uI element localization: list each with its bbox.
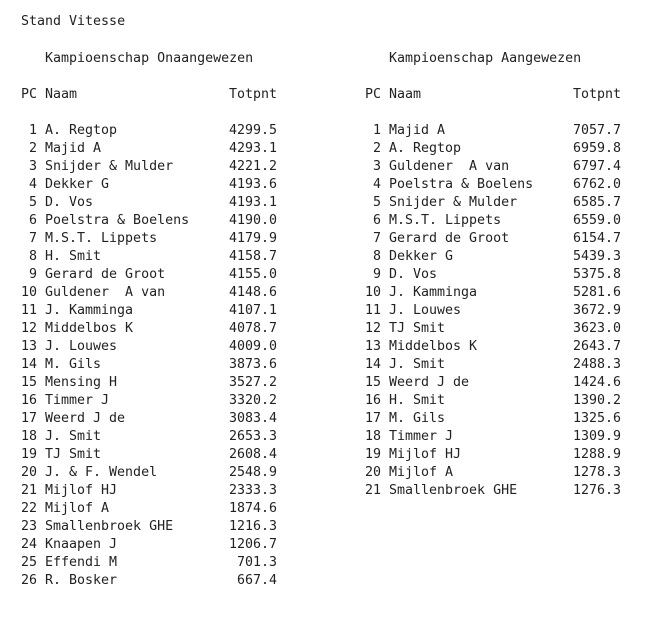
row-position: 9 — [372, 267, 381, 282]
row-name: Effendi M — [45, 555, 118, 570]
row-total: 2608.4 — [228, 447, 277, 462]
row-position: 3 — [28, 159, 37, 174]
row-name: M. Gils — [389, 411, 446, 426]
row-total: 3320.2 — [228, 393, 277, 408]
row-name: J. Kamminga — [389, 285, 478, 300]
row-name: Dekker G — [389, 249, 454, 264]
row-name: Timmer J — [389, 429, 454, 444]
row-name: A. Regtop — [389, 141, 462, 156]
row-name: R. Bosker — [45, 573, 118, 588]
row-name: Weerd J de — [389, 375, 470, 390]
row-name: Knaapen J — [45, 537, 118, 552]
row-name: Mijlof HJ — [389, 447, 462, 462]
row-position: 15 — [364, 375, 381, 390]
row-name: Gerard de Groot — [389, 231, 510, 246]
row-name: J. Smit — [389, 357, 446, 372]
row-name: Gerard de Groot — [45, 267, 166, 282]
row-total: 1325.6 — [572, 411, 621, 426]
row-name: D. Vos — [45, 195, 94, 210]
row-total: 3527.2 — [228, 375, 277, 390]
row-total: 1206.7 — [228, 537, 277, 552]
left-col-total: Totpnt — [229, 87, 278, 102]
page-title: Stand Vitesse — [21, 14, 126, 29]
row-name: J. Smit — [45, 429, 102, 444]
row-total: 2548.9 — [228, 465, 277, 480]
row-name: J. Louwes — [389, 303, 462, 318]
row-total: 4078.7 — [228, 321, 277, 336]
row-name: Smallenbroek GHE — [389, 483, 518, 498]
row-total: 2653.3 — [228, 429, 277, 444]
row-name: Majid A — [45, 141, 102, 156]
row-total: 4107.1 — [228, 303, 277, 318]
row-total: 6797.4 — [572, 159, 621, 174]
row-position: 7 — [372, 231, 381, 246]
row-total: 667.4 — [236, 573, 277, 588]
row-total: 4299.5 — [228, 123, 277, 138]
row-name: H. Smit — [45, 249, 102, 264]
row-position: 6 — [28, 213, 37, 228]
row-total: 2333.3 — [228, 483, 277, 498]
row-total: 6154.7 — [572, 231, 621, 246]
row-name: Poelstra & Boelens — [45, 213, 190, 228]
row-position: 20 — [364, 465, 381, 480]
row-total: 6959.8 — [572, 141, 621, 156]
row-position: 8 — [372, 249, 381, 264]
row-total: 6585.7 — [572, 195, 621, 210]
row-name: J. Louwes — [45, 339, 118, 354]
row-total: 4193.1 — [228, 195, 277, 210]
row-position: 16 — [20, 393, 37, 408]
row-total: 4155.0 — [228, 267, 277, 282]
row-name: Smallenbroek GHE — [45, 519, 174, 534]
row-name: Guldener A van — [389, 159, 510, 174]
row-position: 14 — [364, 357, 381, 372]
row-total: 1424.6 — [572, 375, 621, 390]
row-position: 5 — [372, 195, 381, 210]
row-position: 2 — [372, 141, 381, 156]
right-col-pc: PC — [365, 87, 382, 102]
row-name: Mijlof HJ — [45, 483, 118, 498]
row-name: Mensing H — [45, 375, 118, 390]
row-total: 4190.0 — [228, 213, 277, 228]
row-position: 17 — [20, 411, 37, 426]
row-name: Snijder & Mulder — [45, 159, 174, 174]
row-total: 1874.6 — [228, 501, 277, 516]
row-position: 4 — [28, 177, 37, 192]
row-name: Middelbos K — [389, 339, 478, 354]
row-name: D. Vos — [389, 267, 438, 282]
row-position: 20 — [20, 465, 37, 480]
row-position: 15 — [20, 375, 37, 390]
row-position: 25 — [20, 555, 37, 570]
row-name: M.S.T. Lippets — [389, 213, 502, 228]
row-name: M. Gils — [45, 357, 102, 372]
row-name: Middelbos K — [45, 321, 134, 336]
row-name: A. Regtop — [45, 123, 118, 138]
row-position: 1 — [372, 123, 381, 138]
row-name: Majid A — [389, 123, 446, 138]
row-total: 701.3 — [236, 555, 277, 570]
row-position: 17 — [364, 411, 381, 426]
row-name: Guldener A van — [45, 285, 166, 300]
row-total: 4148.6 — [228, 285, 277, 300]
row-total: 4158.7 — [228, 249, 277, 264]
row-name: Poelstra & Boelens — [389, 177, 534, 192]
row-name: Dekker G — [45, 177, 110, 192]
row-position: 13 — [20, 339, 37, 354]
left-heading: Kampioenschap Onaangewezen — [45, 51, 254, 66]
row-total: 1216.3 — [228, 519, 277, 534]
row-total: 1390.2 — [572, 393, 621, 408]
row-position: 11 — [364, 303, 381, 318]
row-name: TJ Smit — [45, 447, 102, 462]
row-total: 4193.6 — [228, 177, 277, 192]
right-col-total: Totpnt — [573, 87, 622, 102]
row-position: 19 — [364, 447, 381, 462]
row-total: 1276.3 — [572, 483, 621, 498]
row-position: 12 — [20, 321, 37, 336]
row-name: Timmer J — [45, 393, 110, 408]
row-name: J. Kamminga — [45, 303, 134, 318]
row-total: 1309.9 — [572, 429, 621, 444]
row-name: Mijlof A — [389, 465, 454, 480]
row-name: H. Smit — [389, 393, 446, 408]
row-position: 21 — [20, 483, 37, 498]
row-position: 22 — [20, 501, 37, 516]
row-total: 1278.3 — [572, 465, 621, 480]
row-name: Weerd J de — [45, 411, 126, 426]
row-total: 4179.9 — [228, 231, 277, 246]
row-position: 10 — [364, 285, 381, 300]
row-position: 23 — [20, 519, 37, 534]
row-name: Snijder & Mulder — [389, 195, 518, 210]
row-position: 21 — [364, 483, 381, 498]
row-name: Mijlof A — [45, 501, 110, 516]
row-position: 11 — [20, 303, 37, 318]
row-total: 4293.1 — [228, 141, 277, 156]
row-position: 8 — [28, 249, 37, 264]
left-col-pc: PC — [21, 87, 38, 102]
row-position: 12 — [364, 321, 381, 336]
row-position: 18 — [364, 429, 381, 444]
row-position: 2 — [28, 141, 37, 156]
row-total: 2488.3 — [572, 357, 621, 372]
row-position: 7 — [28, 231, 37, 246]
row-total: 3083.4 — [228, 411, 277, 426]
row-name: M.S.T. Lippets — [45, 231, 158, 246]
row-position: 18 — [20, 429, 37, 444]
row-total: 1288.9 — [572, 447, 621, 462]
row-position: 13 — [364, 339, 381, 354]
row-position: 6 — [372, 213, 381, 228]
row-position: 9 — [28, 267, 37, 282]
row-total: 3672.9 — [572, 303, 621, 318]
row-position: 4 — [372, 177, 381, 192]
row-total: 2643.7 — [572, 339, 621, 354]
row-position: 14 — [20, 357, 37, 372]
left-col-name: Naam — [45, 87, 78, 102]
row-total: 5281.6 — [572, 285, 621, 300]
row-position: 26 — [20, 573, 37, 588]
row-total: 6762.0 — [572, 177, 621, 192]
row-name: TJ Smit — [389, 321, 446, 336]
row-total: 5375.8 — [572, 267, 621, 282]
row-position: 10 — [20, 285, 37, 300]
row-position: 5 — [28, 195, 37, 210]
row-total: 4221.2 — [228, 159, 277, 174]
row-total: 3873.6 — [228, 357, 277, 372]
row-total: 5439.3 — [572, 249, 621, 264]
row-position: 3 — [372, 159, 381, 174]
right-heading: Kampioenschap Aangewezen — [389, 51, 582, 66]
row-name: J. & F. Wendel — [45, 465, 158, 480]
row-position: 1 — [28, 123, 37, 138]
row-position: 16 — [364, 393, 381, 408]
row-total: 3623.0 — [572, 321, 621, 336]
right-col-name: Naam — [389, 87, 422, 102]
row-total: 6559.0 — [572, 213, 621, 228]
row-total: 7057.7 — [572, 123, 621, 138]
row-position: 19 — [20, 447, 37, 462]
row-total: 4009.0 — [228, 339, 277, 354]
row-position: 24 — [20, 537, 37, 552]
